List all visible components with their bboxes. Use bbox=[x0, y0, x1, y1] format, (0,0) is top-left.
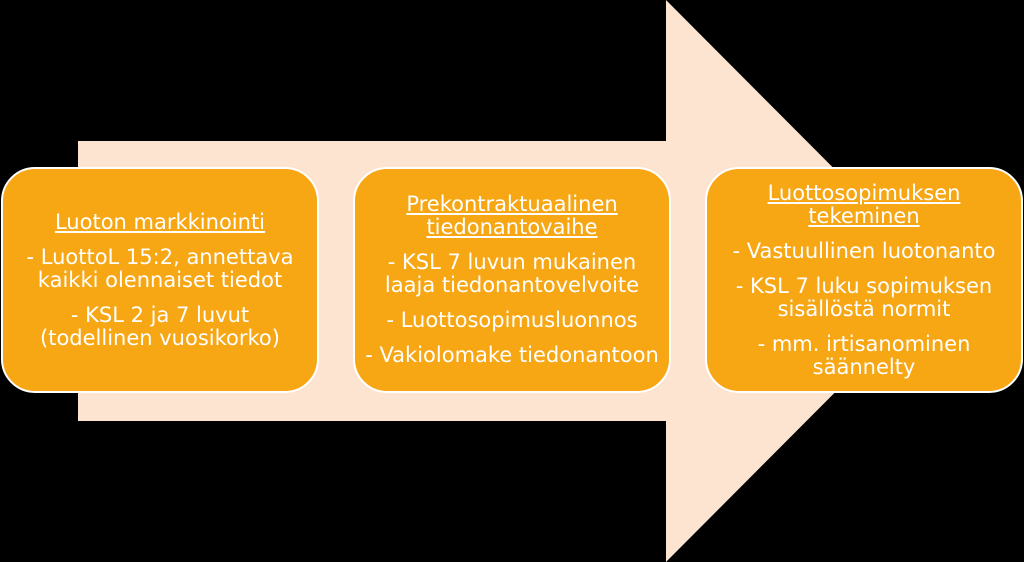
stage-title: Luottosopimuksen tekeminen bbox=[767, 180, 961, 228]
stage-item: - Vakiolomake tiedonantoon bbox=[365, 343, 659, 367]
stage-item: - KSL 7 luvun mukainen laaja tiedonantovelvoite bbox=[384, 250, 640, 297]
stage-item: - mm. irtisanominen säännelty bbox=[757, 331, 971, 379]
stage-box-precontractual bbox=[353, 167, 671, 393]
stage-item: - Vastuullinen luotonanto bbox=[732, 238, 996, 263]
stage-item: - KSL 7 luku sopimuksen sisällöstä normit bbox=[735, 273, 993, 321]
stage-box-contract bbox=[705, 167, 1023, 393]
stage-item: - LuottoL 15:2, annettava kaikki olennaiset tiedot bbox=[26, 244, 294, 292]
stage-title: Prekontraktuaalinen tiedonantovaihe bbox=[406, 192, 618, 239]
stage-item: - Luottosopimusluonnos bbox=[386, 308, 638, 332]
stage-title: Luoton markkinointi bbox=[54, 209, 266, 234]
stage-item: - KSL 2 ja 7 luvut (todellinen vuosikorko) bbox=[40, 302, 280, 350]
stage-box-marketing bbox=[1, 167, 319, 393]
